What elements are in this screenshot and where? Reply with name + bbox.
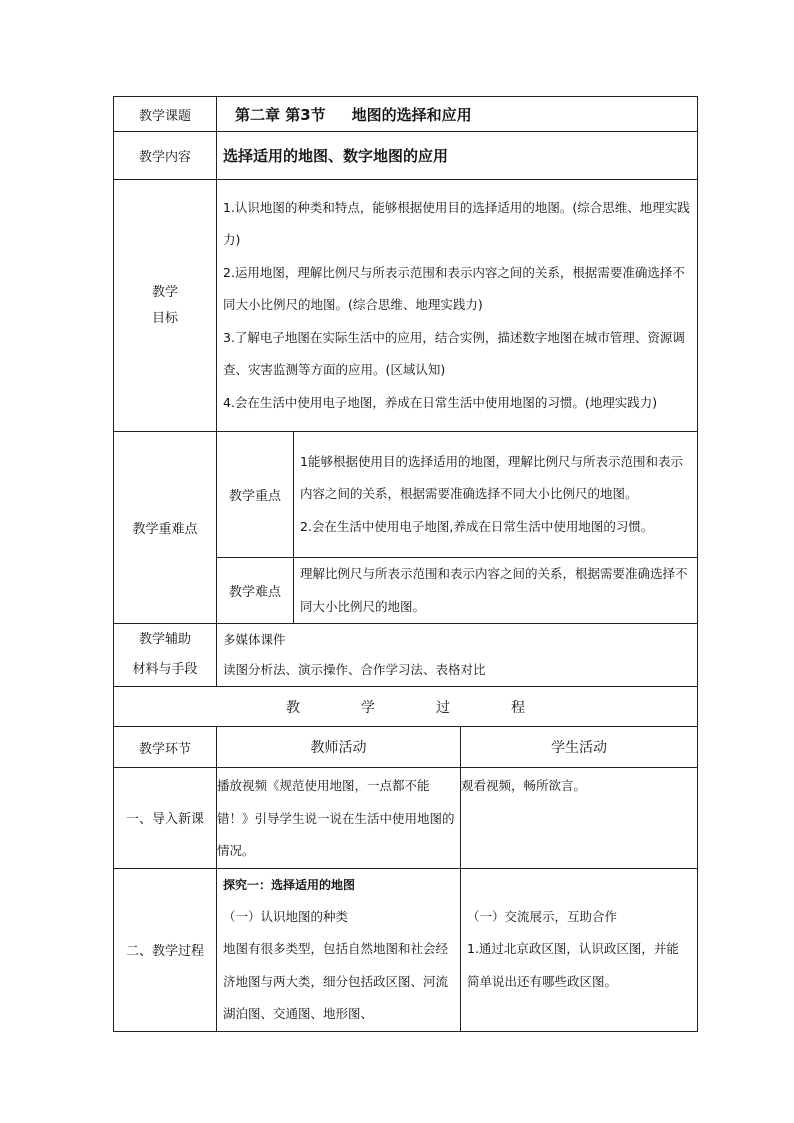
objectives-label-line2: 目标	[151, 310, 178, 326]
student-activity-main	[461, 868, 698, 1031]
process-heading-row	[114, 687, 698, 727]
difficulty-text: 理解比例尺与所表示范围和表示内容之间的关系，根据需要准确选择不同大小比例尺的地图。	[300, 566, 688, 614]
aids-label-line1: 教学辅助	[138, 632, 191, 647]
student-activity-intro	[461, 768, 698, 869]
process-row-intro	[114, 768, 698, 869]
focus-list	[294, 432, 698, 558]
teacher-activity-intro-text: 播放视频《规范使用地图，一点都不能错！》引导学生说一说在生活中使用地图的情况。	[217, 778, 455, 858]
teacher-activity-subheading: （一）认识地图的种类	[223, 908, 349, 924]
objective-item: 3.了解电子地图在实际生活中的应用，结合实例，描述数字地图在城市管理、资源调查、灾害监测等方面的应用。(区域认知)	[223, 329, 685, 378]
focus-item: 2.会在生活中使用电子地图,养成在日常生活中使用地图的习惯。	[300, 518, 654, 534]
content-row	[114, 132, 698, 180]
col-student-header: 学生活动	[461, 727, 698, 768]
stage-main: 二、教学过程	[114, 868, 217, 1031]
aids-row	[114, 624, 698, 687]
col-stage-header: 教学环节	[114, 727, 217, 768]
process-heading-char: 程	[511, 699, 526, 716]
topic-label: 教学课题	[114, 97, 217, 132]
aids-value	[217, 624, 698, 687]
focus-row	[114, 432, 698, 558]
focus-item: 1能够根据使用目的选择适用的地图，理解比例尺与所表示范围和表示内容之间的关系，根据需要准确选择不同大小比例尺的地图。	[300, 453, 683, 502]
chapter-number: 第二章 第3节	[235, 105, 326, 124]
teacher-activity-heading: 探究一：选择适用的地图	[223, 877, 356, 892]
teacher-activity-main	[217, 868, 461, 1031]
objectives-label	[114, 180, 217, 432]
objectives-row	[114, 180, 698, 432]
process-heading-char: 过	[436, 699, 451, 716]
student-activity-intro-text: 观看视频，畅所欲言。	[461, 778, 587, 793]
topic-title-cell	[217, 97, 698, 132]
stage-intro: 一、导入新课	[114, 768, 217, 869]
process-heading-char: 教	[286, 699, 301, 716]
aids-line2: 读图分析法、演示操作、合作学习法、表格对比	[223, 662, 486, 677]
objective-item: 1.认识地图的种类和特点，能够根据使用目的选择适用的地图。(综合思维、地理实践力)	[223, 199, 690, 248]
process-heading	[114, 687, 698, 727]
teacher-activity-intro	[217, 768, 461, 869]
difficulty-label: 教学难点	[217, 558, 294, 624]
process-heading-char: 学	[361, 699, 376, 716]
objectives-label-line1: 教学	[151, 284, 178, 300]
topic-row	[114, 97, 698, 132]
content-value: 选择适用的地图、数字地图的应用	[217, 132, 698, 180]
difficulty-cell	[294, 558, 698, 624]
col-teacher-header: 教师活动	[217, 727, 461, 768]
objectives-list	[217, 180, 698, 432]
content-label: 教学内容	[114, 132, 217, 180]
teacher-activity-text: 地图有很多类型，包括自然地图和社会经济地图与两大类，细分包括政区图、河流湖泊图、交通图、地形图、	[223, 941, 449, 1021]
process-header-row	[114, 727, 698, 768]
objective-item: 4.会在生活中使用电子地图，养成在日常生活中使用地图的习惯。(地理实践力)	[223, 394, 658, 410]
process-row-main	[114, 868, 698, 1031]
lesson-title: 地图的选择和应用	[351, 105, 472, 124]
lesson-plan-table	[113, 96, 698, 1032]
student-activity-subheading: （一）交流展示，互助合作	[467, 908, 618, 924]
objective-item: 2.运用地图，理解比例尺与所表示范围和表示内容之间的关系，根据需要准确选择不同大小比例尺的地图。(综合思维、地理实践力)	[223, 264, 685, 313]
student-activity-text: 1.通过北京政区图，认识政区图，并能简单说出还有哪些政区图。	[467, 941, 679, 989]
focus-label: 教学重点	[217, 432, 294, 558]
aids-label	[114, 624, 217, 687]
aids-line1: 多媒体课件	[223, 632, 286, 647]
keypoints-label: 教学重难点	[114, 432, 217, 624]
aids-label-line2: 材料与手段	[132, 662, 198, 677]
